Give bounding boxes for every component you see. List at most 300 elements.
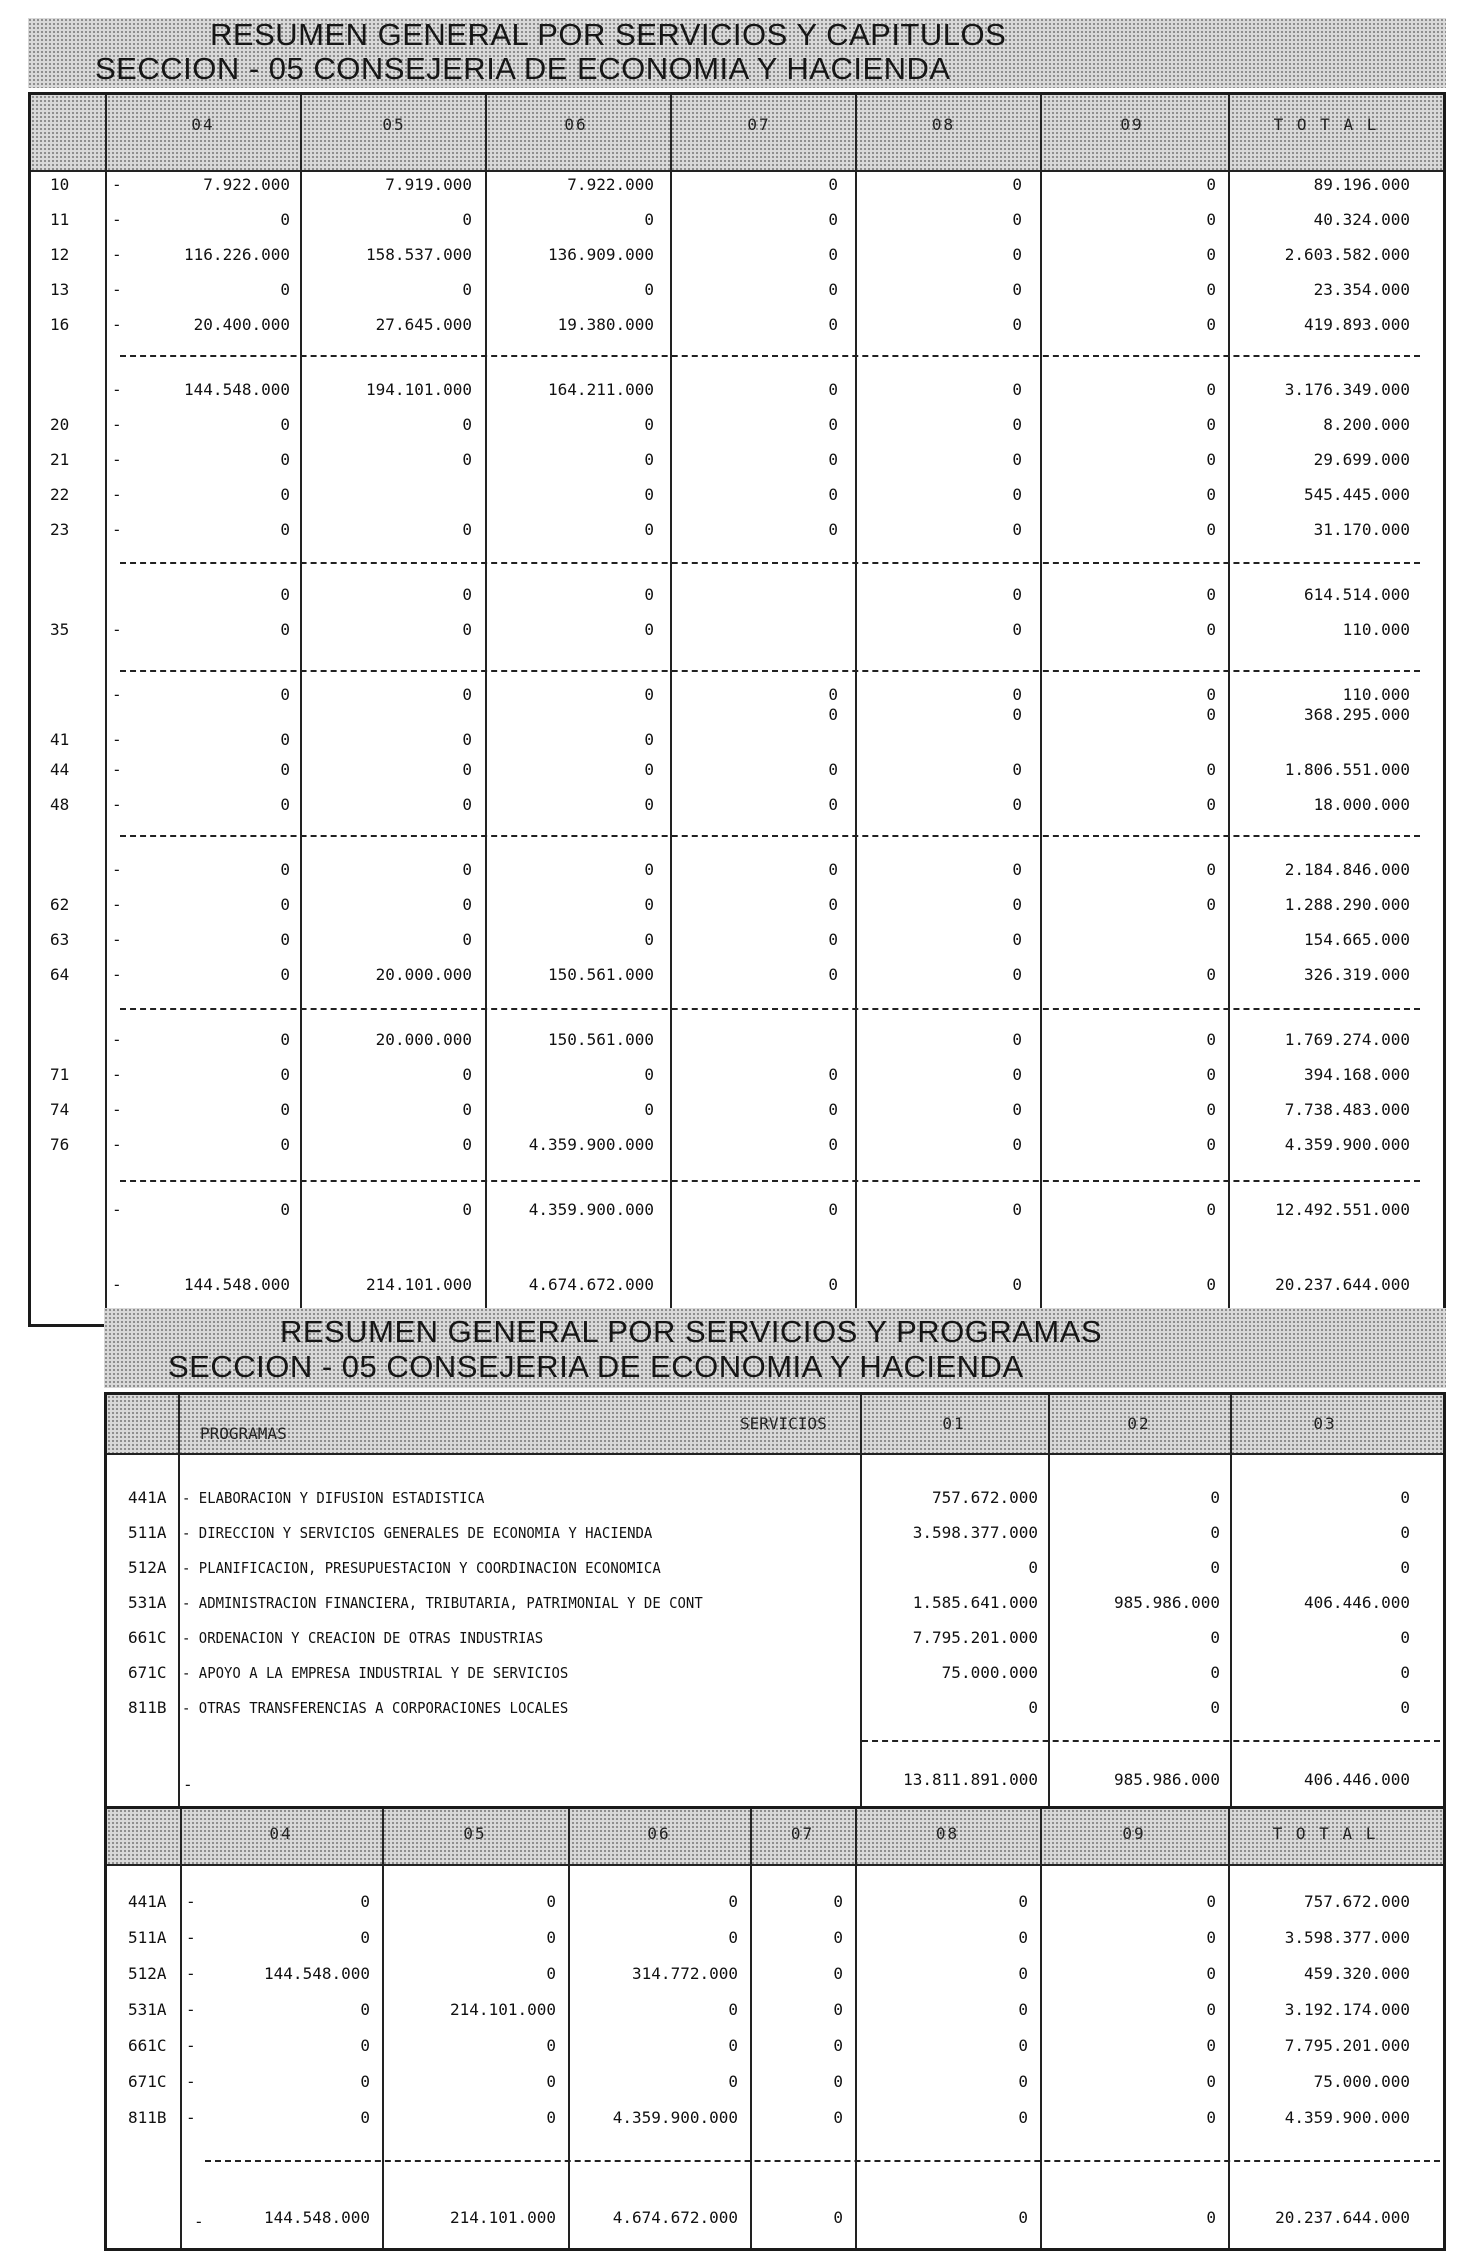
section2-row-description: - APOYO A LA EMPRESA INDUSTRIAL Y DE SERVICIOS (182, 1664, 569, 1682)
section1-cell: 0 (280, 795, 290, 814)
section3-row-code: 661C (128, 2036, 167, 2055)
section1-row-dash: - (112, 965, 122, 984)
section1-col-header: 04 (191, 115, 215, 134)
section2-col-header: 03 (1313, 1414, 1337, 1433)
section1-cell: 0 (1012, 245, 1022, 264)
section3-cell: 0 (360, 2108, 370, 2127)
section3-total-cell: 214.101.000 (450, 2208, 556, 2227)
section3-total-cell: 4.674.672.000 (612, 2208, 738, 2227)
section3-cell: 0 (1206, 2108, 1216, 2127)
section1-row-code: 44 (50, 760, 70, 779)
section3-col-header: 09 (1122, 1824, 1146, 1843)
section1-cell: 0 (1012, 1275, 1022, 1294)
section1-cell: 0 (1012, 685, 1022, 704)
section1-cell: 2.184.846.000 (1284, 860, 1410, 879)
section1-cell: 1.288.290.000 (1284, 895, 1410, 914)
section3-row-code: 512A (128, 1964, 167, 1983)
section1-cell: 0 (644, 730, 654, 749)
section1-cell: 0 (828, 1200, 838, 1219)
section1-row-code: 16 (50, 315, 70, 334)
section2-row-code: 441A (128, 1488, 167, 1507)
section1-row-code: 23 (50, 520, 70, 539)
section1-cell: 0 (644, 485, 654, 504)
section3-total-rule (205, 2160, 1440, 2162)
section3-row-dash: - (186, 2000, 196, 2019)
section1-cell: 7.922.000 (567, 175, 654, 194)
section2-cell: 0 (1400, 1663, 1410, 1682)
section3-col-rule (382, 1809, 384, 2248)
section1-row-code: 11 (50, 210, 70, 229)
section1-cell: 0 (828, 380, 838, 399)
section3-cell: 0 (833, 1892, 843, 1911)
section1-col-rule (105, 95, 107, 1324)
section1-cell: 0 (280, 760, 290, 779)
section3-cell: 757.672.000 (1304, 1892, 1410, 1911)
section1-cell: 0 (644, 1100, 654, 1119)
section1-cell: 0 (280, 585, 290, 604)
section3-cell: 0 (546, 1964, 556, 1983)
section1-cell: 0 (1012, 860, 1022, 879)
section1-cell: 0 (280, 895, 290, 914)
section1-cell: 144.548.000 (184, 1275, 290, 1294)
section1-row-dash: - (112, 685, 122, 704)
section3-cell: 0 (728, 2072, 738, 2091)
section3-cell: 0 (728, 1892, 738, 1911)
section1-cell: 0 (828, 520, 838, 539)
section1-row-dash: - (112, 1275, 122, 1294)
section3-cell: 0 (546, 2036, 556, 2055)
section1-cell: 0 (1206, 585, 1216, 604)
section2-title: RESUMEN GENERAL POR SERVICIOS Y PROGRAMAS (280, 1314, 1103, 1349)
section1-cell: 0 (1012, 930, 1022, 949)
section2-col-rule (178, 1395, 180, 1807)
section1-cell: 0 (280, 930, 290, 949)
section1-cell: 0 (462, 685, 472, 704)
section2-cell: 757.672.000 (932, 1488, 1038, 1507)
section1-cell: 0 (1206, 685, 1216, 704)
section3-cell: 0 (1206, 2000, 1216, 2019)
section1-row-code: 35 (50, 620, 70, 639)
section2-cell: 0 (1210, 1523, 1220, 1542)
section3-row-code: 811B (128, 2108, 167, 2127)
section1-cell: 0 (644, 280, 654, 299)
section1-cell: 0 (828, 450, 838, 469)
section3-cell: 7.795.201.000 (1284, 2036, 1410, 2055)
section1-cell: 150.561.000 (548, 965, 654, 984)
section1-cell: 0 (1206, 280, 1216, 299)
section2-subtitle: SECCION - 05 CONSEJERIA DE ECONOMIA Y HACIENDA (168, 1349, 1024, 1384)
section1-cell: 0 (644, 795, 654, 814)
section3-cell: 0 (833, 2000, 843, 2019)
section2-row-description: - ELABORACION Y DIFUSION ESTADISTICA (182, 1489, 485, 1507)
section1-cell: 0 (828, 315, 838, 334)
section1-cell: 3.176.349.000 (1284, 380, 1410, 399)
section3-row-dash: - (186, 2072, 196, 2091)
section2-total-cell: 985.986.000 (1114, 1770, 1220, 1789)
section3-cell: 75.000.000 (1313, 2072, 1410, 2091)
section1-subtotal-rule (120, 835, 1420, 837)
section1-cell: 0 (1206, 965, 1216, 984)
section1-cell: 0 (828, 760, 838, 779)
section1-cell: 0 (1206, 1100, 1216, 1119)
section1-cell: 110.000 (1342, 685, 1410, 704)
section3-cell: 0 (360, 2036, 370, 2055)
section1-cell: 0 (280, 1065, 290, 1084)
section1-row-code: 10 (50, 175, 70, 194)
section1-row-dash: - (112, 280, 122, 299)
section1-cell: 0 (462, 450, 472, 469)
section3-row-code: 671C (128, 2072, 167, 2091)
section1-subtotal-rule (120, 355, 1420, 357)
section1-cell: 4.359.900.000 (528, 1200, 654, 1219)
section1-cell: 0 (280, 1135, 290, 1154)
section1-cell: 0 (1206, 705, 1216, 724)
section1-col-header: 07 (747, 115, 771, 134)
section1-row-dash: - (112, 1065, 122, 1084)
section1-cell: 0 (1012, 1200, 1022, 1219)
section2-header-servicios: SERVICIOS (740, 1414, 827, 1433)
section3-cell: 4.359.900.000 (1284, 2108, 1410, 2127)
section1-cell: 0 (1206, 895, 1216, 914)
section1-cell: 0 (644, 860, 654, 879)
section1-cell: 0 (828, 705, 838, 724)
section1-cell: 23.354.000 (1313, 280, 1410, 299)
section1-cell: 0 (1206, 620, 1216, 639)
section2-header-rule (107, 1453, 1443, 1455)
section1-row-code: 71 (50, 1065, 70, 1084)
section2-col-header: 01 (942, 1414, 966, 1433)
section1-cell: 0 (280, 280, 290, 299)
section2-total-cell: 13.811.891.000 (903, 1770, 1038, 1789)
section1-col-header: T O T A L (1273, 115, 1379, 134)
section1-row-dash: - (112, 730, 122, 749)
section3-cell: 0 (360, 2000, 370, 2019)
section2-cell: 7.795.201.000 (912, 1628, 1038, 1647)
section1-cell: 0 (462, 1200, 472, 1219)
section1-cell: 40.324.000 (1313, 210, 1410, 229)
section3-col-rule (180, 1809, 182, 2248)
section1-title: RESUMEN GENERAL POR SERVICIOS Y CAPITULOS (210, 17, 1007, 52)
section1-cell: 0 (1012, 280, 1022, 299)
section1-row-code: 21 (50, 450, 70, 469)
section1-cell: 0 (828, 415, 838, 434)
section1-cell: 0 (828, 1065, 838, 1084)
section1-row-dash: - (112, 315, 122, 334)
section3-cell: 0 (1206, 1928, 1216, 1947)
section3-cell: 144.548.000 (264, 1964, 370, 1983)
section1-cell: 0 (1012, 210, 1022, 229)
section1-cell: 1.769.274.000 (1284, 1030, 1410, 1049)
section1-cell: 0 (1206, 1200, 1216, 1219)
section1-cell: 0 (1012, 760, 1022, 779)
section3-table (104, 1806, 1446, 2251)
section1-cell: 0 (1012, 620, 1022, 639)
section2-total-dash: - (183, 1775, 193, 1794)
section3-cell: 0 (360, 1892, 370, 1911)
section1-cell: 0 (828, 1135, 838, 1154)
section1-row-dash: - (112, 1135, 122, 1154)
section1-header-rule (31, 170, 1443, 172)
section1-cell: 0 (1206, 175, 1216, 194)
section1-cell: 0 (1012, 1065, 1022, 1084)
section1-row-dash: - (112, 1100, 122, 1119)
section3-header-rule (107, 1864, 1443, 1866)
section1-col-rule (1228, 95, 1230, 1324)
section2-cell: 0 (1210, 1663, 1220, 1682)
section2-row-description: - OTRAS TRANSFERENCIAS A CORPORACIONES LOCALES (182, 1699, 569, 1717)
section3-cell: 0 (1018, 2036, 1028, 2055)
section1-row-dash: - (112, 210, 122, 229)
section3-col-rule (750, 1809, 752, 2248)
section2-row-description: - DIRECCION Y SERVICIOS GENERALES DE ECONOMIA Y HACIENDA (182, 1524, 653, 1542)
section3-cell: 0 (728, 2000, 738, 2019)
section3-cell: 0 (833, 1928, 843, 1947)
section1-cell: 0 (828, 175, 838, 194)
section1-cell: 20.400.000 (193, 315, 290, 334)
section2-cell: 1.585.641.000 (912, 1593, 1038, 1612)
section1-row-dash: - (112, 860, 122, 879)
section1-row-code: 41 (50, 730, 70, 749)
section3-row-code: 511A (128, 1928, 167, 1947)
section1-cell: 214.101.000 (366, 1275, 472, 1294)
section1-cell: 0 (1012, 705, 1022, 724)
section1-subtotal-rule (120, 670, 1420, 672)
section1-cell: 0 (462, 520, 472, 539)
section1-cell: 419.893.000 (1304, 315, 1410, 334)
section1-row-code: 63 (50, 930, 70, 949)
section1-row-dash: - (112, 450, 122, 469)
section1-cell: 0 (462, 1135, 472, 1154)
section3-total-cell: 0 (1018, 2208, 1028, 2227)
section3-cell: 0 (1206, 1892, 1216, 1911)
section2-row-description: - ORDENACION Y CREACION DE OTRAS INDUSTRIAS (182, 1629, 544, 1647)
section3-cell: 0 (360, 1928, 370, 1947)
section1-cell: 150.561.000 (548, 1030, 654, 1049)
section1-cell: 0 (1206, 210, 1216, 229)
section1-cell: 0 (828, 210, 838, 229)
section1-subtotal-rule (120, 562, 1420, 564)
section1-cell: 0 (1206, 245, 1216, 264)
section3-cell: 0 (1018, 2072, 1028, 2091)
section1-row-dash: - (112, 760, 122, 779)
section2-row-code: 512A (128, 1558, 167, 1577)
section1-row-dash: - (112, 520, 122, 539)
section1-cell: 0 (1012, 450, 1022, 469)
section3-cell: 0 (1206, 2072, 1216, 2091)
section1-cell: 0 (280, 1030, 290, 1049)
section1-cell: 0 (462, 730, 472, 749)
section1-cell: 0 (280, 685, 290, 704)
section1-cell: 0 (828, 1100, 838, 1119)
section1-cell: 0 (1012, 795, 1022, 814)
section1-row-code: 22 (50, 485, 70, 504)
section1-cell: 0 (1206, 760, 1216, 779)
section1-cell: 0 (280, 1200, 290, 1219)
section1-cell: 0 (1206, 1030, 1216, 1049)
section3-cell: 4.359.900.000 (612, 2108, 738, 2127)
section3-total-cell: 20.237.644.000 (1275, 2208, 1410, 2227)
section3-col-header: 04 (269, 1824, 293, 1843)
section1-cell: 0 (1206, 1065, 1216, 1084)
section3-cell: 0 (1018, 1892, 1028, 1911)
section2-cell: 0 (1400, 1628, 1410, 1647)
section1-row-code: 20 (50, 415, 70, 434)
section1-cell: 0 (1206, 860, 1216, 879)
section3-col-rule (1228, 1809, 1230, 2248)
section1-cell: 0 (462, 760, 472, 779)
section1-cell: 0 (644, 520, 654, 539)
section1-cell: 0 (280, 520, 290, 539)
section1-cell: 20.000.000 (375, 965, 472, 984)
section1-cell: 0 (828, 895, 838, 914)
section1-row-dash: - (112, 380, 122, 399)
section1-cell: 0 (462, 280, 472, 299)
section3-row-dash: - (186, 1892, 196, 1911)
section3-row-dash: - (186, 2108, 196, 2127)
section1-cell: 545.445.000 (1304, 485, 1410, 504)
section1-cell: 18.000.000 (1313, 795, 1410, 814)
section2-cell: 75.000.000 (941, 1663, 1038, 1682)
section1-cell: 20.000.000 (375, 1030, 472, 1049)
section1-cell: 0 (462, 415, 472, 434)
section3-row-dash: - (186, 2036, 196, 2055)
section1-cell: 0 (280, 415, 290, 434)
section1-row-code: 13 (50, 280, 70, 299)
section1-cell: 0 (644, 620, 654, 639)
section1-cell: 29.699.000 (1313, 450, 1410, 469)
section1-cell: 158.537.000 (366, 245, 472, 264)
section1-row-dash: - (112, 175, 122, 194)
section3-total-cell: 144.548.000 (264, 2208, 370, 2227)
section1-cell: 110.000 (1342, 620, 1410, 639)
section1-row-dash: - (112, 1030, 122, 1049)
section3-cell: 214.101.000 (450, 2000, 556, 2019)
section1-cell: 614.514.000 (1304, 585, 1410, 604)
section1-cell: 0 (828, 280, 838, 299)
section1-cell: 0 (1206, 315, 1216, 334)
section1-subtitle: SECCION - 05 CONSEJERIA DE ECONOMIA Y HACIENDA (95, 51, 951, 86)
section1-cell: 0 (1012, 1030, 1022, 1049)
section1-cell: 0 (280, 620, 290, 639)
section3-row-code: 531A (128, 2000, 167, 2019)
section1-cell: 0 (1012, 175, 1022, 194)
section1-cell: 7.919.000 (385, 175, 472, 194)
section2-cell: 0 (1210, 1698, 1220, 1717)
section1-cell: 0 (462, 795, 472, 814)
section3-row-dash: - (186, 1928, 196, 1947)
section1-cell: 0 (1012, 485, 1022, 504)
section1-cell: 0 (280, 485, 290, 504)
section2-total-rule (862, 1740, 1440, 1742)
section2-cell: 3.598.377.000 (912, 1523, 1038, 1542)
section1-row-dash: - (112, 415, 122, 434)
section2-header-programas: PROGRAMAS (200, 1424, 287, 1443)
section1-row-dash: - (112, 795, 122, 814)
section2-cell: 0 (1210, 1628, 1220, 1647)
section2-cell: 406.446.000 (1304, 1593, 1410, 1612)
section1-cell: 0 (1012, 1100, 1022, 1119)
section1-cell: 0 (644, 415, 654, 434)
section1-cell: 2.603.582.000 (1284, 245, 1410, 264)
section3-cell: 459.320.000 (1304, 1964, 1410, 1983)
section3-col-header: T O T A L (1272, 1824, 1378, 1843)
section2-cell: 0 (1400, 1558, 1410, 1577)
section1-cell: 89.196.000 (1313, 175, 1410, 194)
section3-total-cell: 0 (833, 2208, 843, 2227)
section1-cell: 0 (828, 485, 838, 504)
section1-cell: 326.319.000 (1304, 965, 1410, 984)
section2-row-code: 811B (128, 1698, 167, 1717)
section1-cell: 0 (828, 685, 838, 704)
section1-row-code: 48 (50, 795, 70, 814)
section1-cell: 0 (1206, 795, 1216, 814)
section1-row-dash: - (112, 1200, 122, 1219)
section1-cell: 164.211.000 (548, 380, 654, 399)
section3-cell: 0 (833, 1964, 843, 1983)
section1-cell: 0 (644, 585, 654, 604)
section3-col-rule (568, 1809, 570, 2248)
section1-cell: 0 (1012, 415, 1022, 434)
section2-row-description: - ADMINISTRACION FINANCIERA, TRIBUTARIA, PATRIMONIAL Y DE CONT (182, 1594, 703, 1612)
section1-row-code: 62 (50, 895, 70, 914)
section1-cell: 116.226.000 (184, 245, 290, 264)
section3-cell: 0 (546, 1892, 556, 1911)
section1-cell: 0 (280, 860, 290, 879)
section1-cell: 0 (462, 1100, 472, 1119)
section1-cell: 0 (280, 210, 290, 229)
section1-cell: 154.665.000 (1304, 930, 1410, 949)
section1-cell: 0 (644, 450, 654, 469)
section3-cell: 0 (1018, 2108, 1028, 2127)
section2-total-cell: 406.446.000 (1304, 1770, 1410, 1789)
section1-cell: 0 (1012, 965, 1022, 984)
section1-cell: 194.101.000 (366, 380, 472, 399)
section3-total-dash: - (194, 2212, 204, 2231)
section2-cell: 0 (1400, 1523, 1410, 1542)
section1-col-header: 09 (1120, 115, 1144, 134)
section1-cell: 7.922.000 (203, 175, 290, 194)
section3-cell: 0 (360, 2072, 370, 2091)
section2-row-code: 531A (128, 1593, 167, 1612)
section2-cell: 0 (1210, 1558, 1220, 1577)
section1-cell: 0 (644, 895, 654, 914)
section3-cell: 3.192.174.000 (1284, 2000, 1410, 2019)
section1-cell: 394.168.000 (1304, 1065, 1410, 1084)
section1-cell: 0 (828, 245, 838, 264)
section2-cell: 0 (1028, 1558, 1038, 1577)
section1-subtotal-rule (120, 1008, 1420, 1010)
section1-cell: 0 (1012, 520, 1022, 539)
section1-cell: 0 (280, 730, 290, 749)
section1-col-header: 05 (382, 115, 406, 134)
section1-cell: 0 (1012, 380, 1022, 399)
section3-col-rule (1040, 1809, 1042, 2248)
section1-cell: 0 (1206, 450, 1216, 469)
section1-cell: 0 (644, 930, 654, 949)
section2-row-code: 671C (128, 1663, 167, 1682)
section1-cell: 4.674.672.000 (528, 1275, 654, 1294)
section1-cell: 0 (828, 1275, 838, 1294)
section1-cell: 0 (1012, 895, 1022, 914)
section3-cell: 0 (546, 2108, 556, 2127)
section1-cell: 0 (462, 210, 472, 229)
section1-cell: 4.359.900.000 (528, 1135, 654, 1154)
section3-col-header: 07 (790, 1824, 815, 1843)
section1-row-code: 12 (50, 245, 70, 264)
section1-cell: 20.237.644.000 (1275, 1275, 1410, 1294)
section1-cell: 0 (1012, 585, 1022, 604)
section1-cell: 0 (828, 965, 838, 984)
